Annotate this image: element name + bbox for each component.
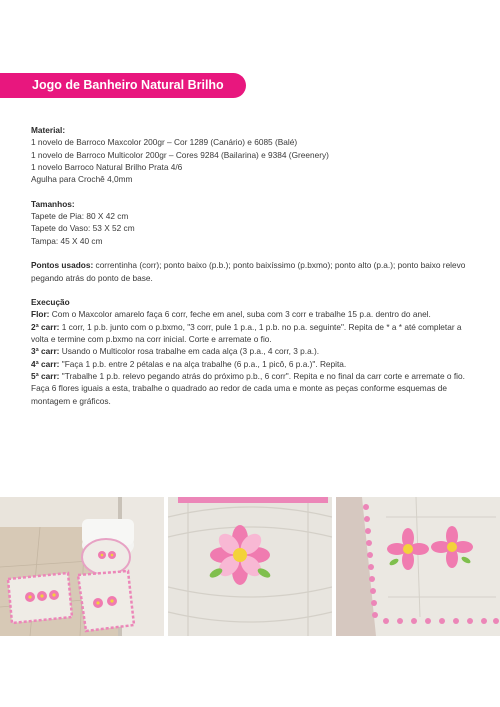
tamanhos-heading: Tamanhos: xyxy=(31,198,75,209)
execucao-heading: Execução xyxy=(31,297,70,308)
pontos-text: correntinha (corr); ponto baixo (p.b.); ponto baixíssimo (p.bxmo); ponto alto (p.a.); ponto baixo relevo pegando atrás do ponto de base. xyxy=(31,260,466,283)
material-line: 1 novelo de Barroco Maxcolor 200gr – Cor 1289 (Canário) e 6085 (Balé) xyxy=(31,137,298,148)
carr4-label: 4ª carr: xyxy=(31,358,60,369)
tamanho-line: Tampa: 45 X 40 cm xyxy=(31,235,103,246)
flor-text: Com o Maxcolor amarelo faça 6 corr, feche em anel, suba com 3 corr e trabalhe 15 p.a. dentro do anel. xyxy=(49,309,431,320)
carr3-paragraph xyxy=(31,345,471,357)
carr2-text: 1 corr, 1 p.b. junto com o p.bxmo, "3 corr, pule 1 p.a., 1 p.b. no p.a. seguinte". Repita de * a * até completar a volta e termine com p.bxmo na corr inicial. Corte e arremate o fio. xyxy=(31,321,462,345)
photo-lid-closeup xyxy=(168,497,332,636)
flor-paragraph xyxy=(31,308,471,320)
photo-bathroom-illustration xyxy=(0,497,164,636)
pontos-paragraph xyxy=(31,259,471,284)
carr4-paragraph xyxy=(31,358,471,370)
photo-bathroom-set xyxy=(0,497,164,636)
carr2-label: 2ª carr: xyxy=(31,321,60,332)
photo-rug-illustration xyxy=(336,497,500,636)
photo-rug-closeup xyxy=(336,497,500,636)
material-line: Agulha para Crochê 4,0mm xyxy=(31,174,133,185)
photo-lid-illustration xyxy=(168,497,332,636)
carr5-paragraph xyxy=(31,370,471,382)
title-banner xyxy=(0,73,246,98)
tamanho-line: Tapete de Pia: 80 X 42 cm xyxy=(31,211,129,222)
carr5-text: "Trabalhe 1 p.b. relevo pegando atrás do próximo p.b., 6 corr". Repita e no final da carr corte e arremate o fio. xyxy=(59,370,465,381)
flor-label: Flor: xyxy=(31,309,50,320)
carr2-paragraph xyxy=(31,321,471,346)
tamanho-line: Tapete do Vaso: 53 X 52 cm xyxy=(31,223,135,234)
instructions-body xyxy=(31,124,471,407)
final-paragraph: Faça 6 flores iguais a esta, trabalhe o quadrado ao redor de cada uma e monte as peças conforme esquemas de montagem e gráficos. xyxy=(31,383,448,406)
carr5-label: 5ª carr: xyxy=(31,370,60,381)
material-line: 1 novelo Barroco Natural Brilho Prata 4/6 xyxy=(31,161,183,172)
carr3-text: Usando o Multicolor rosa trabalhe em cada alça (3 p.a., 4 corr, 3 p.a.). xyxy=(59,346,320,357)
carr4-text: "Faça 1 p.b. entre 2 pétalas e na alça trabalhe (6 p.a., 1 picô, 6 p.a.)". Repita. xyxy=(59,358,347,369)
carr3-label: 3ª carr: xyxy=(31,346,60,357)
page-title: Jogo de Banheiro Natural Brilho xyxy=(32,78,224,92)
pontos-label: Pontos usados: xyxy=(31,260,94,271)
material-line: 1 novelo de Barroco Multicolor 200gr – Cores 9284 (Bailarina) e 9384 (Greenery) xyxy=(31,149,329,160)
material-heading: Material: xyxy=(31,125,66,135)
